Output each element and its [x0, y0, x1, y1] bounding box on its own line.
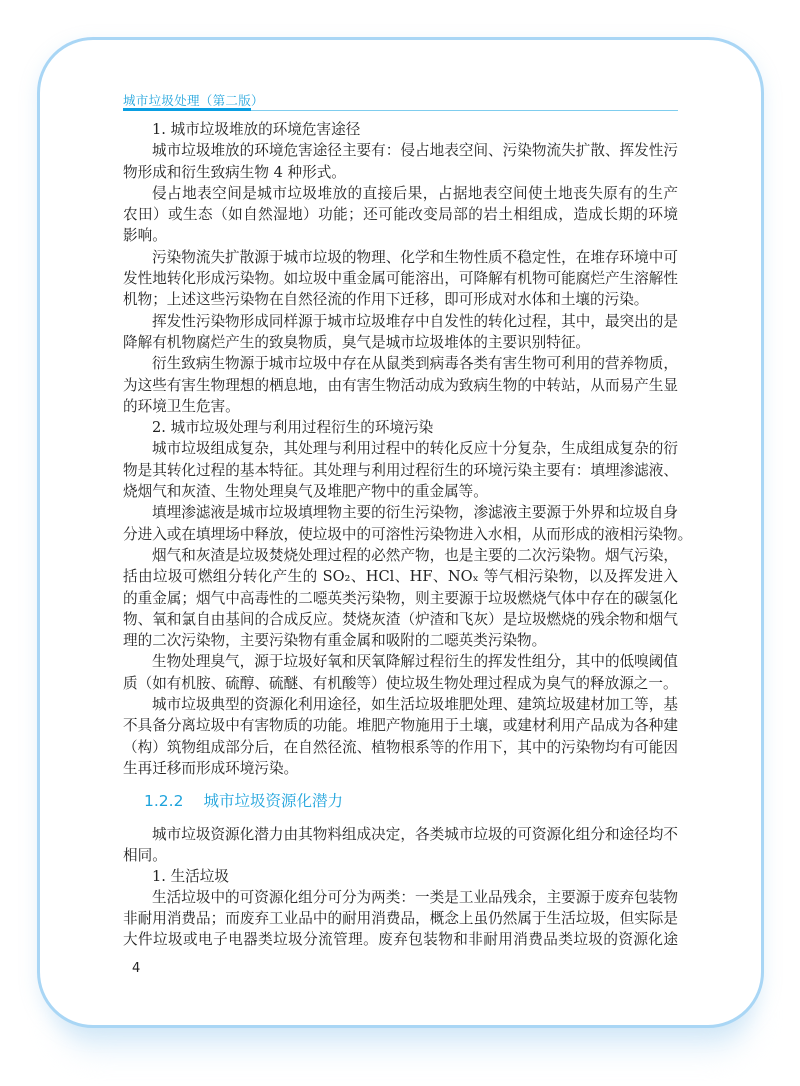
text-line: 污染物流失扩散源于城市垃圾的物理、化学和生物性质不稳定性，在堆存环境中可: [152, 248, 678, 266]
text-line: 影响。: [123, 227, 167, 245]
text-line: 非耐用消费品；而废弃工业品中的耐用消费品，概念上虽仍然属于生活垃圾，但实际是: [123, 910, 678, 928]
text-line: 质（如有机胺、硫醇、硫醚、有机酸等）使垃圾生物处理过程成为臭气的释放源之一。: [123, 674, 678, 692]
text-line: 生物处理臭气，源于垃圾好氧和厌氧降解过程衍生的挥发性组分，其中的低嗅阈值: [152, 653, 678, 671]
text-line: 物是其转化过程的基本特征。其处理与利用过程衍生的环境污染主要有：填埋渗滤液、: [123, 461, 678, 479]
text-line: 侵占地表空间是城市垃圾堆放的直接后果，占据地表空间使土地丧失原有的生产: [152, 184, 678, 202]
text-line: 烟气和灰渣是垃圾焚烧处理过程的必然产物，也是主要的二次污染物。烟气污染，: [152, 546, 678, 564]
text-line: 1. 生活垃圾: [152, 868, 229, 886]
text-line: 机物；上述这些污染物在自然径流的作用下迁移，即可形成对水体和土壤的污染。: [123, 291, 649, 309]
text-line: 农田）或生态（如自然湿地）功能；还可能改变局部的岩土相组成，造成长期的环境: [123, 206, 678, 224]
text-line: 的环境卫生危害。: [123, 397, 240, 415]
text-line: 城市垃圾资源化潜力由其物料组成决定，各类城市垃圾的可资源化组分和途径均不: [152, 826, 678, 844]
text-line: 为这些有害生物理想的栖息地，由有害生物活动成为致病生物的中转站，从而易产生显: [123, 376, 678, 394]
text-line: 发性地转化形成污染物。如垃圾中重金属可能溶出，可降解有机物可能腐烂产生溶解性: [123, 270, 678, 288]
text-line: 大件垃圾或电子电器类垃圾分流管理。废弃包装物和非耐用消费品类垃圾的资源化途: [123, 931, 678, 949]
text-line: 2. 城市垃圾处理与利用过程衍生的环境污染: [152, 419, 434, 437]
text-line: 填埋渗滤液是城市垃圾填埋物主要的衍生污染物，渗滤液主要源于外界和垃圾自身: [152, 504, 678, 522]
section-number: 1.2.2: [144, 792, 184, 811]
text-line: 生活垃圾中的可资源化组分可分为两类：一类是工业品残余，主要源于废弃包装物: [152, 889, 678, 907]
text-line: 物形成和衍生致病生物 4 种形式。: [123, 163, 346, 181]
section-title: 城市垃圾资源化潜力: [203, 792, 343, 811]
text-line: 衍生致病生物源于城市垃圾中存在从鼠类到病毒各类有害生物可利用的营养物质，: [152, 355, 678, 373]
text-line: 物、氧和氯自由基间的合成反应。焚烧灰渣（炉渣和飞灰）是垃圾燃烧的残余物和烟气: [123, 610, 678, 628]
text-line: 烧烟气和灰渣、生物处理臭气及堆肥产物中的重金属等。: [123, 483, 488, 501]
page-body: [123, 119, 693, 950]
text-line: 的重金属；烟气中高毒性的二噁英类污染物，则主要源于垃圾燃烧气体中存在的碳氢化: [123, 589, 678, 607]
text-line: 分进入或在填埋场中释放，使垃圾中的可溶性污染物进入水相，从而形成的液相污染物。: [123, 525, 693, 543]
text-line: 生再迁移而形成环境污染。: [123, 759, 299, 777]
text-line: 1. 城市垃圾堆放的环境危害途径: [152, 121, 361, 138]
section-heading: [123, 779, 678, 824]
text-line: 括由垃圾可燃组分转化产生的 SO₂、HCl、HF、NOₓ 等气相污染物，以及挥发进入: [123, 568, 678, 586]
text-block-before: [123, 119, 693, 779]
text-block-after: [123, 824, 678, 950]
page-number: 4: [132, 961, 141, 976]
text-line: 城市垃圾组成复杂，其处理与利用过程中的转化反应十分复杂，生成组成复杂的衍: [152, 440, 678, 458]
header-rule-accent: [123, 108, 251, 111]
text-line: 不具备分离垃圾中有害物质的功能。堆肥产物施用于土壤，或建材利用产品成为各种建: [123, 717, 678, 735]
text-line: 理的二次污染物，主要污染物有重金属和吸附的二噁英类污染物。: [123, 632, 547, 650]
text-line: （构）筑物组成部分后，在自然径流、植物根系等的作用下，其中的污染物均有可能因: [123, 738, 678, 756]
text-line: 城市垃圾堆放的环境危害途径主要有：侵占地表空间、污染物流失扩散、挥发性污: [152, 142, 678, 160]
text-line: 降解有机物腐烂产生的致臭物质，臭气是城市垃圾堆体的主要识别特征。: [123, 333, 591, 351]
text-line: 城市垃圾典型的资源化利用途径，如生活垃圾堆肥处理、建筑垃圾建材加工等，基: [152, 696, 678, 714]
text-line: 挥发性污染物形成同样源于城市垃圾堆存中自发性的转化过程，其中，最突出的是: [152, 312, 678, 330]
running-head: 城市垃圾处理（第二版）: [123, 93, 264, 108]
text-line: 相同。: [123, 847, 167, 865]
